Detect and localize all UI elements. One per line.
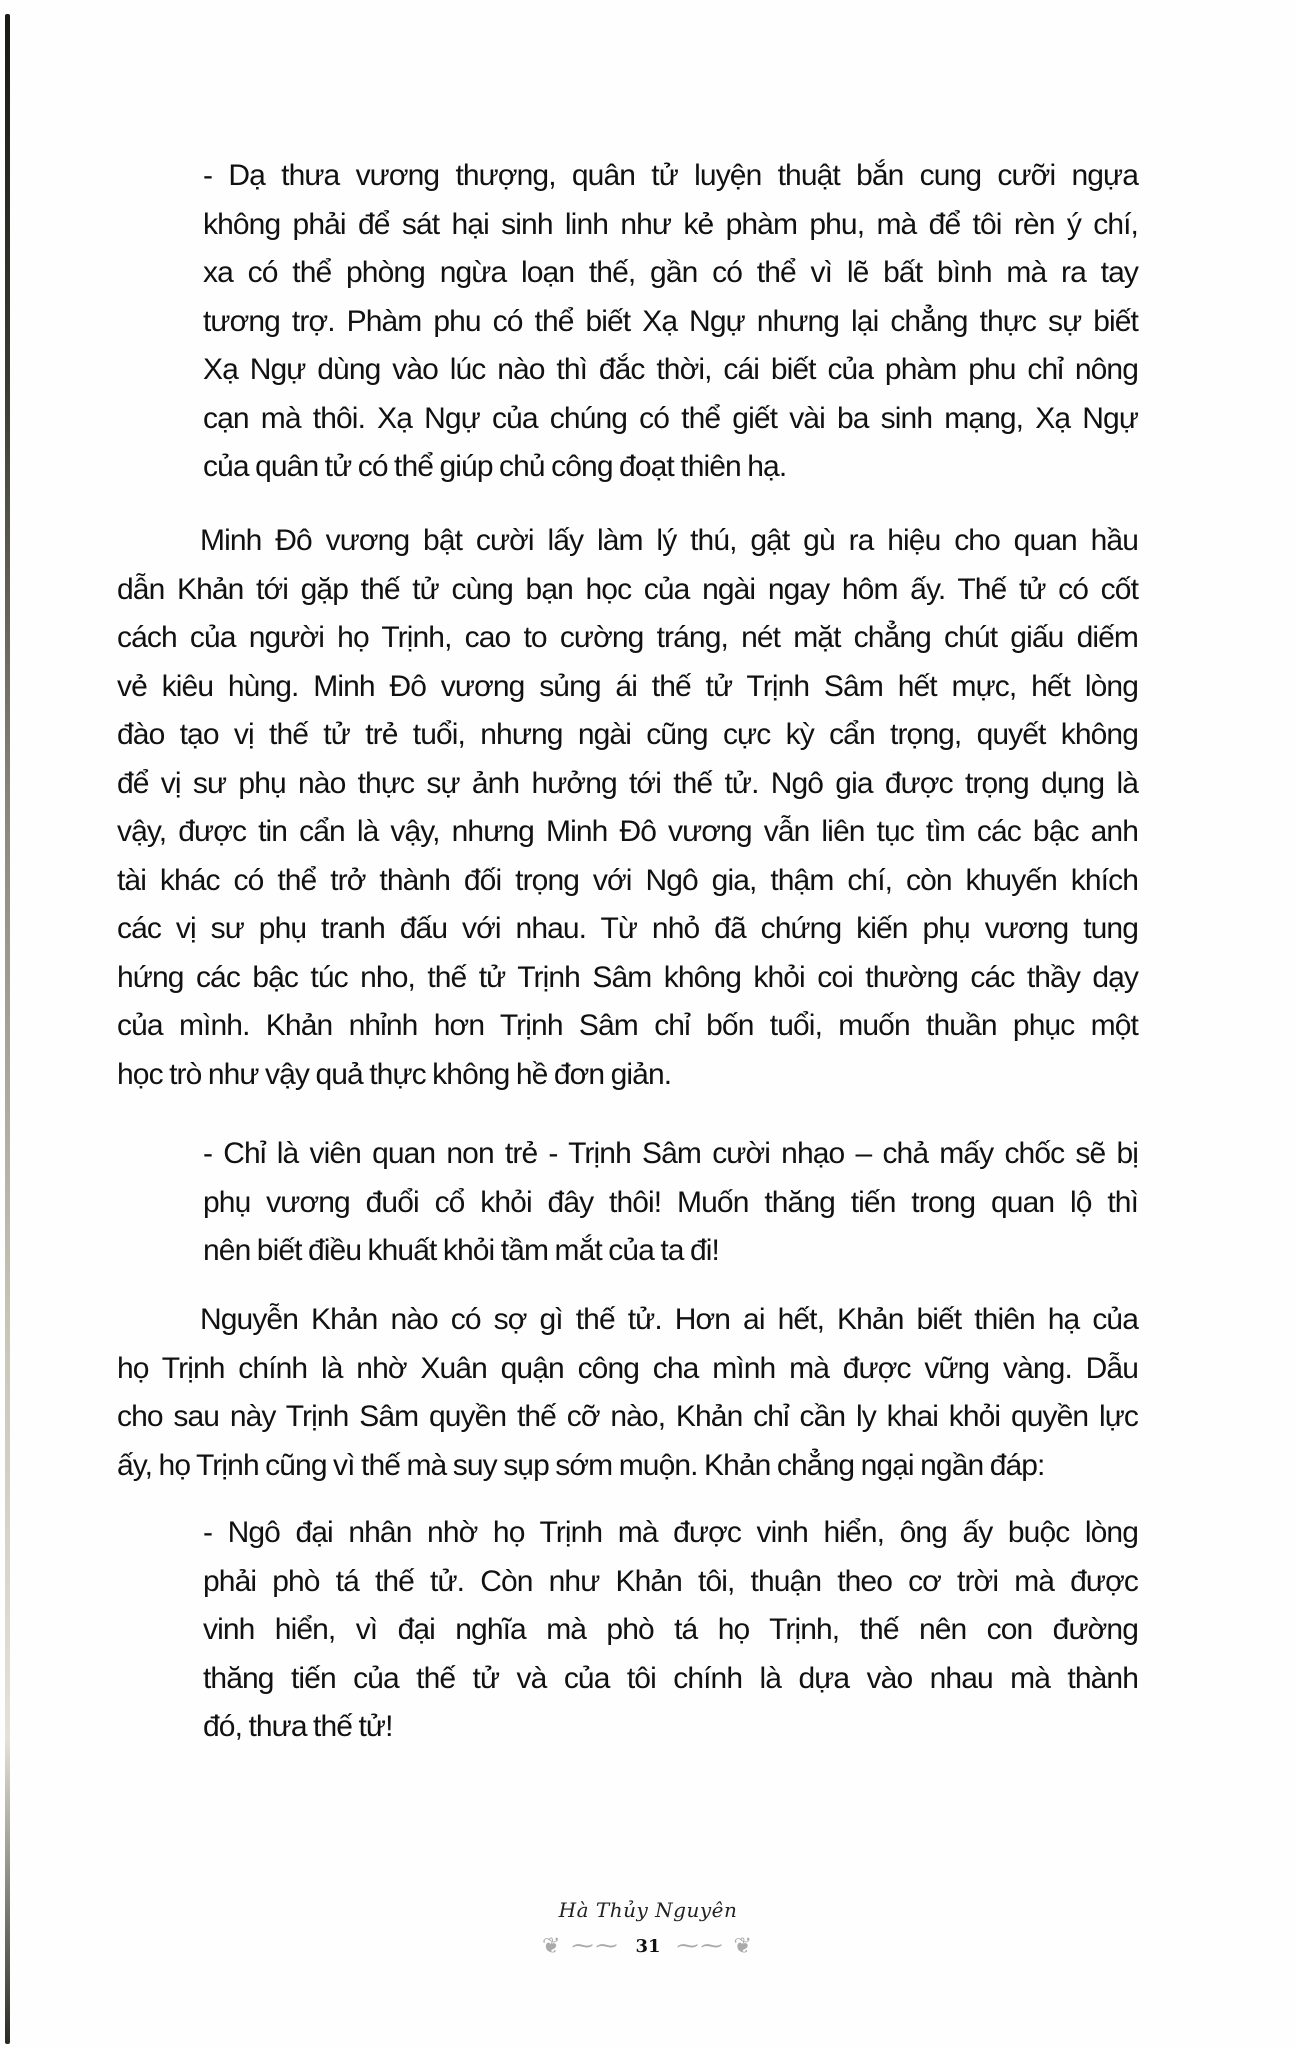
dialogue-paragraph-1 [203,152,1138,492]
text-line: cách của người họ Trịnh, cao to cường tráng, nét mặt chẳng chút giấu diếm [117,621,1138,654]
text-line: thăng tiến của thế tử và của tôi chính là dựa vào nhau mà thành [203,1661,1138,1695]
text-line: nên biết điều khuất khỏi tầm mắt của ta đi! [203,1234,719,1267]
text-line: tương trợ. Phàm phu có thể biết Xạ Ngự nhưng lại chẳng thực sự biết [203,304,1138,338]
text-line: đào tạo vị thế tử trẻ tuổi, nhưng ngài cũng cực kỳ cẩn trọng, quyết không [117,718,1138,751]
text-line: phụ vương đuổi cổ khỏi đây thôi! Muốn thăng tiến trong quan lộ thì [203,1185,1138,1219]
text-line: xa có thể phòng ngừa loạn thế, gần có thể vì lẽ bất bình mà ra tay [203,256,1138,289]
text-line: Minh Đô vương bật cười lấy làm lý thú, gật gù ra hiệu cho quan hầu [200,524,1138,557]
left-ornament-icon: ❦ ⁓⁓ [542,1933,620,1959]
text-line: học trò như vậy quả thực không hề đơn giản. [117,1057,672,1091]
text-line: đó, thưa thế tử! [203,1710,393,1743]
text-line: họ Trịnh chính là nhờ Xuân quận công cha mình mà được vững vàng. Dẫu [117,1351,1138,1385]
narrative-paragraph-2 [117,1296,1138,1490]
text-line: cho sau này Trịnh Sâm quyền thế cỡ nào, Khản chỉ cần ly khai khỏi quyền lực [117,1400,1138,1433]
text-line: Nguyễn Khản nào có sợ gì thế tử. Hơn ai hết, Khản biết thiên hạ của [200,1303,1138,1336]
narrative-paragraph-1 [117,517,1138,1099]
text-line: - Ngô đại nhân nhờ họ Trịnh mà được vinh hiển, ông ấy buộc lòng [203,1516,1138,1549]
text-line: hứng các bậc túc nho, thế tử Trịnh Sâm không khỏi coi thường các thầy dạy [117,960,1138,994]
book-spine-edge [5,14,10,2044]
text-line: vậy, được tin cẩn là vậy, nhưng Minh Đô vương vẫn liên tục tìm các bậc anh [117,815,1138,848]
footer-author-name: Hà Thủy Nguyên [558,1898,738,1922]
text-line: Xạ Ngự dùng vào lúc nào thì đắc thời, cái biết của phàm phu chỉ nông [203,353,1138,386]
text-line: dẫn Khản tới gặp thế tử cùng bạn học của ngài ngay hôm ấy. Thế tử có cốt [117,572,1138,606]
text-line: không phải để sát hại sinh linh như kẻ phàm phu, mà để tôi rèn ý chí, [203,207,1138,241]
text-line: tài khác có thể trở thành đối trọng với Ngô gia, thậm chí, còn khuyến khích [117,863,1138,897]
dialogue-paragraph-3 [203,1509,1138,1752]
text-line: - Chỉ là viên quan non trẻ - Trịnh Sâm cười nhạo – chả mấy chốc sẽ bị [203,1137,1138,1170]
text-line: để vị sư phụ nào thực sự ảnh hưởng tới thế tử. Ngô gia được trọng dụng là [117,766,1138,800]
text-line: vinh hiển, vì đại nghĩa mà phò tá họ Trịnh, thế nên con đường [203,1613,1138,1646]
text-line: phải phò tá thế tử. Còn như Khản tôi, thuận theo cơ trời mà được [203,1564,1138,1598]
text-line: ấy, họ Trịnh cũng vì thế mà suy sụp sớm muộn. Khản chẳng ngại ngần đáp: [117,1448,1045,1482]
text-line: của quân tử có thể giúp chủ công đoạt thiên hạ. [203,450,787,483]
dialogue-paragraph-2 [203,1130,1138,1276]
text-line: cạn mà thôi. Xạ Ngự của chúng có thể giết vài ba sinh mạng, Xạ Ngự [203,401,1138,435]
footer-page-row [0,1928,1296,1964]
page-number: 31 [635,1935,661,1957]
text-line: của mình. Khản nhỉnh hơn Trịnh Sâm chỉ bốn tuổi, muốn thuần phục một [117,1009,1138,1042]
text-line: vẻ kiêu hùng. Minh Đô vương sủng ái thế tử Trịnh Sâm hết mực, hết lòng [117,669,1138,703]
text-line: - Dạ thưa vương thượng, quân tử luyện thuật bắn cung cưỡi ngựa [203,159,1138,192]
text-line: các vị sư phụ tranh đấu với nhau. Từ nhỏ đã chứng kiến phụ vương tung [117,912,1138,945]
right-ornament-icon: ⁓⁓ ❦ [676,1933,754,1959]
